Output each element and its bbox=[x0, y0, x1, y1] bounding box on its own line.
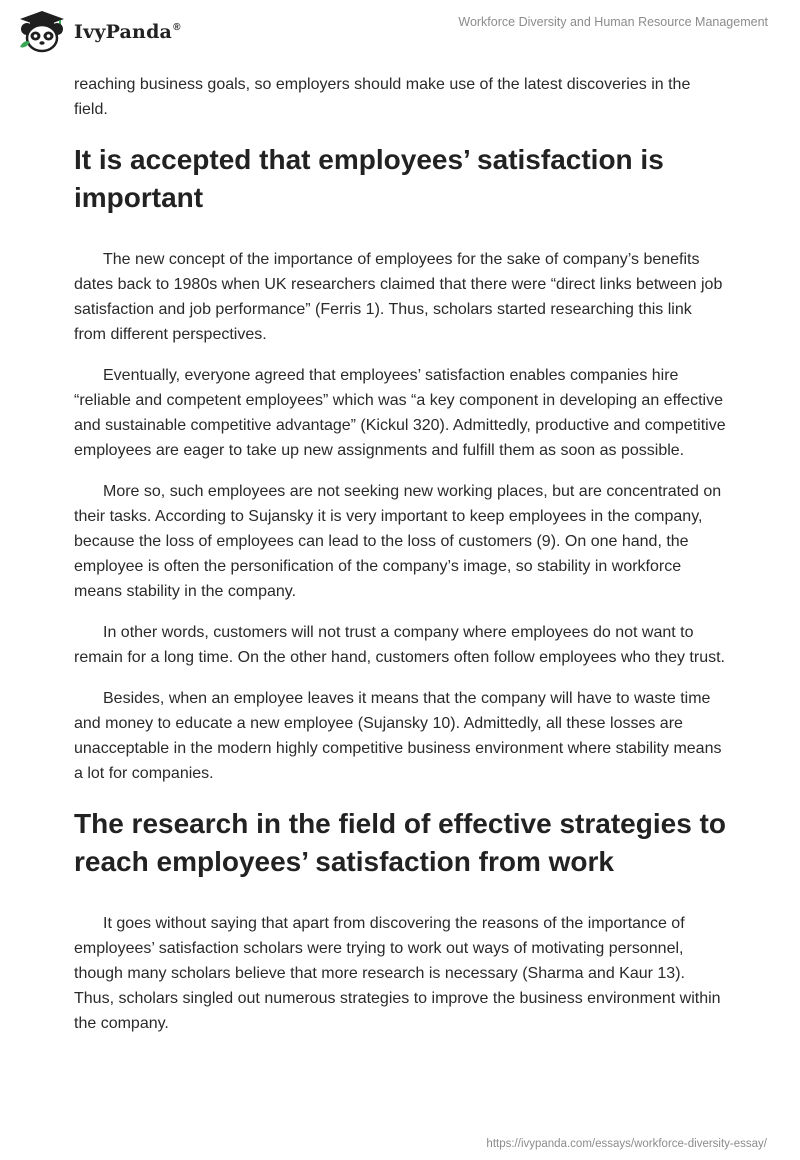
paragraph: Besides, when an employee leaves it means that the company will have to waste time and money to educate a new employee (Sujansky 10). Admittedly, all these losses are unacceptable in the modern highly competitive business environment where stability means a lot for companies. bbox=[74, 690, 722, 782]
paragraph: Eventually, everyone agreed that employees’ satisfaction enables companies hire “reliable and competent employees” which was “a key component in developing an effective and sustainable competitive advantage” (Kickul 320). Admittedly, productive and competitive employees are eager to take up new assignments and fulfill them as soon as possible. bbox=[74, 367, 726, 459]
document-title: Workforce Diversity and Human Resource Management bbox=[458, 15, 768, 29]
panda-graduate-icon bbox=[16, 9, 68, 53]
logo[interactable] bbox=[16, 9, 181, 53]
paragraph: In other words, customers will not trust a company where employees do not want to remain for a long time. On the other hand, customers often follow employees who they trust. bbox=[74, 624, 725, 666]
paragraph: It goes without saying that apart from discovering the reasons of the importance of employees’ satisfaction scholars were trying to work out ways of motivating personnel, though many scholars believe that more research is necessary (Sharma and Kaur 13). Thus, scholars singled out numerous strategies to improve the business environment within the company. bbox=[74, 915, 721, 1032]
section-heading: The research in the field of effective strategies to reach employees’ satisfaction from work bbox=[74, 808, 726, 877]
page-header bbox=[0, 0, 800, 70]
paragraph: reaching business goals, so employers should make use of the latest discoveries in the field. bbox=[74, 76, 691, 118]
section-heading: It is accepted that employees’ satisfaction is important bbox=[74, 144, 664, 213]
brand-name: IvyPanda® bbox=[74, 21, 181, 43]
essay-body bbox=[74, 72, 726, 1052]
source-url[interactable]: https://ivypanda.com/essays/workforce-diversity-essay/ bbox=[486, 1138, 767, 1150]
paragraph: The new concept of the importance of employees for the sake of company’s benefits dates back to 1980s when UK researchers claimed that there were “direct links between job satisfaction and job performance” (Ferris 1). Thus, scholars started researching this link from different perspectives. bbox=[74, 251, 723, 343]
paragraph: More so, such employees are not seeking new working places, but are concentrated on their tasks. According to Sujansky it is very important to keep employees in the company, because the loss of employees can lead to the loss of customers (9). On one hand, the employee is often the personification of the company’s image, so stability in workforce means stability in the company. bbox=[74, 483, 722, 600]
